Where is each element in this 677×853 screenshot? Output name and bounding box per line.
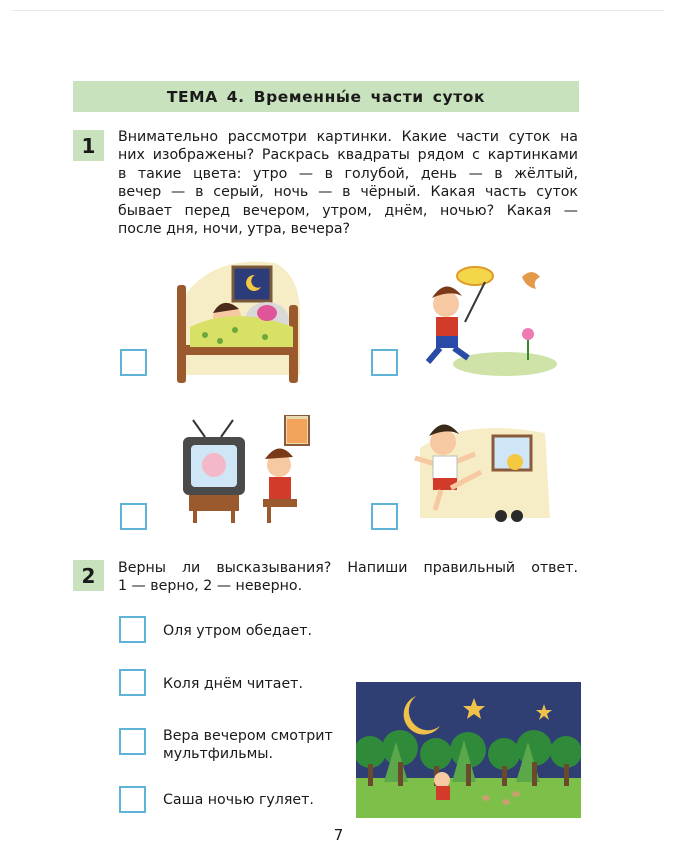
answer-box[interactable] bbox=[119, 669, 146, 696]
statement-text: Оля утром обедает. bbox=[163, 623, 313, 639]
top-divider bbox=[12, 10, 664, 11]
statement-text: Коля днём читает. bbox=[163, 676, 303, 692]
night-forest-illustration bbox=[356, 682, 581, 818]
task-1-number: 1 bbox=[73, 130, 104, 161]
topic-banner bbox=[73, 81, 579, 112]
task-2-line: 1 — верно, 2 — неверно. bbox=[118, 578, 303, 595]
task-1-color-box[interactable] bbox=[371, 503, 398, 530]
answer-box[interactable] bbox=[119, 616, 146, 643]
statement-3 bbox=[163, 727, 333, 763]
task-1-color-box[interactable] bbox=[120, 349, 147, 376]
statement-text: Саша ночью гуляет. bbox=[163, 792, 314, 808]
task-1-line: Внимательно рассмотри картинки. Какие части суток на bbox=[118, 129, 578, 145]
answer-box[interactable] bbox=[119, 728, 146, 755]
task-1-line: после дня, ночи, утра, вечера? bbox=[118, 221, 351, 238]
boy-watching-tv-illustration bbox=[175, 415, 310, 530]
statement-text: мультфильмы. bbox=[163, 746, 273, 762]
page-title: ТЕМА 4. Временны́е части суток bbox=[166, 87, 486, 106]
statement-1 bbox=[163, 622, 312, 640]
task-2-line: Верны ли высказывания? Напиши правильный ответ. bbox=[118, 560, 578, 576]
task-1-text bbox=[118, 128, 578, 238]
task-1-color-box[interactable] bbox=[371, 349, 398, 376]
statement-text: Вера вечером смотрит bbox=[163, 728, 333, 744]
boy-exercising-illustration bbox=[405, 418, 555, 528]
boy-with-net-illustration bbox=[410, 262, 560, 377]
task-1-line: них изображены? Раскрась квадраты рядом с картинками bbox=[118, 147, 578, 164]
answer-box[interactable] bbox=[119, 786, 146, 813]
page-number: 7 bbox=[333, 826, 344, 844]
task-1-line: в такие цвета: утро — в голубой, день — в жёлтый, bbox=[118, 165, 578, 182]
sleeping-boy-illustration bbox=[175, 255, 305, 385]
statement-4 bbox=[163, 791, 314, 809]
task-2-number: 2 bbox=[73, 560, 104, 591]
task-1-color-box[interactable] bbox=[120, 503, 147, 530]
task-1-line: вечер — в серый, ночь — в чёрный. Какая часть суток bbox=[118, 184, 578, 201]
statement-2 bbox=[163, 675, 303, 693]
task-2-text bbox=[118, 559, 578, 596]
task-1-line: бывает перед вечером, утром, днём, ночью? Какая — bbox=[118, 202, 578, 219]
